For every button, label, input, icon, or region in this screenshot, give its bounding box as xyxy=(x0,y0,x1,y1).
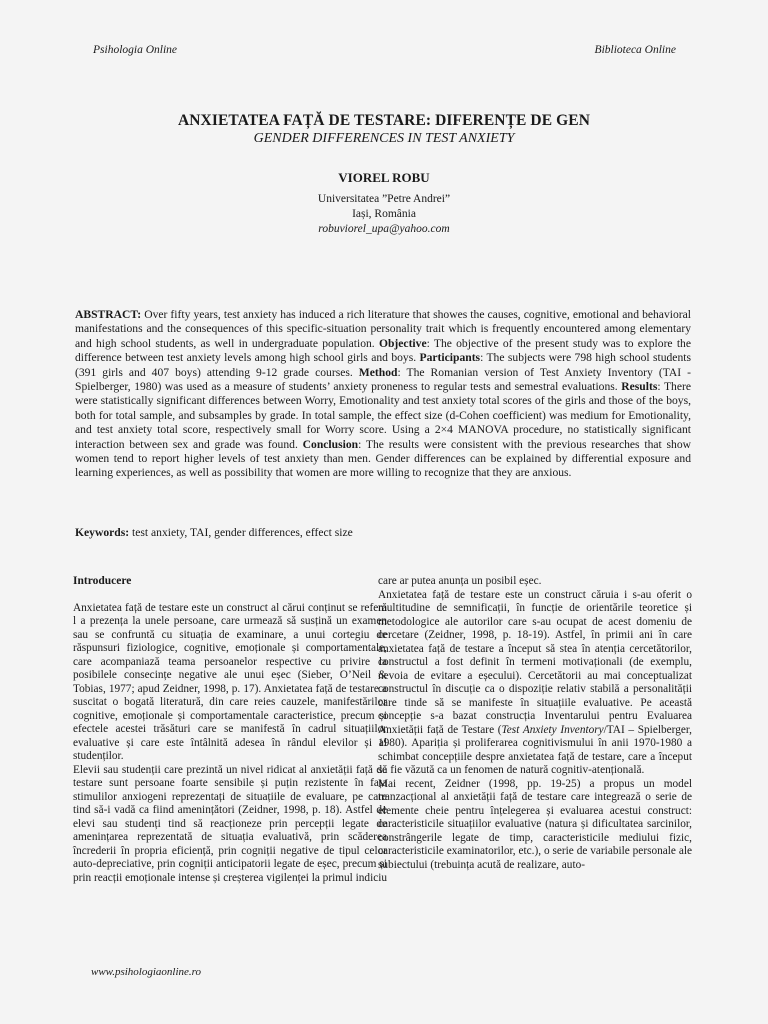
objective-text: : The objective of the present study was to explore the difference between test anxiety levels among high school girls and boys. xyxy=(75,336,691,365)
right-paragraph-1 xyxy=(378,589,692,778)
running-header xyxy=(93,44,676,56)
header-journal: Psihologia Online xyxy=(93,44,178,56)
results-text: : There were statistically significant differences between Worry, Emotionality and test anxiety total scores of the girls and those of the boys, both for total sample, and subsamples by grade. In total sample, the effect size (d-Cohen coefficient) was medium for Emotionality, and test anxiety total score, respectively small for Worry score. Using a 2×4 MANOVA procedure, no statistically significant interaction between sex and grade was found. xyxy=(75,380,691,451)
city: Iași, România xyxy=(352,208,416,220)
right-paragraph-0: care ar putea anunța un posibil eșec. xyxy=(378,575,542,587)
keywords-label: Keywords: xyxy=(75,526,130,539)
objective-label: Objective xyxy=(378,336,427,350)
method-text: : The Romanian version of Test Anxiety Inventory (TAI - Spielberger, 1980) was used as a measure of students’ anxiety proneness to regular tests and semestral evaluations. xyxy=(75,365,691,394)
footer-url[interactable]: www.psihologiaonline.ro xyxy=(91,966,202,978)
abstract xyxy=(75,308,691,481)
keywords xyxy=(75,526,691,539)
conclusion-text: : The results were consistent with the previous researches that show women tend to report higher levels of test anxiety than men. Gender differences can be explained by differential exposure and learning experiences, as well as possibility that women are more willing to recognize that they are anxious. xyxy=(75,437,691,480)
method-label: Method xyxy=(358,365,398,379)
participants-label: Participants xyxy=(419,351,481,365)
paper-subtitle: GENDER DIFFERENCES IN TEST ANXIETY xyxy=(253,131,515,146)
title-block xyxy=(0,112,768,147)
header-library: Biblioteca Online xyxy=(594,44,676,56)
university: Universitatea ”Petre Andrei” xyxy=(317,193,451,205)
author-email: robuviorel_upa@yahoo.com xyxy=(318,223,450,235)
right-p1-text: Anxietatea față de testare este un construct căruia i s-au oferit o multitudine de semnificații, în funcție de orientările teoretice și metodologice ale autorilor care s-au ocupat de acest domeniu de cercetare (Zeidner, 1998, p. 18-19). Astfel, în primii ani în care anxietatea față de testare a început să stea în atenția cercetătorilor, constructul a fost definit în termeni motivaționali (de exemplu, nevoia de evitare a eșecului). Cercetătorii au mai conceptualizat constructul în discuție ca o dispoziție relativ stabilă a personalității care tinde să se manifeste în situațiile evaluative. Pe această concepție s-a bazat construcția Inventarului pentru Evaluarea Anxietății față de Testare ( xyxy=(378,588,692,736)
right-column xyxy=(378,575,692,872)
participants-text: : The subjects were 798 high school students (391 girls and 407 boys) attending 9-12 grade courses. xyxy=(75,351,691,379)
intro-paragraph-2: Elevii sau studenții care prezintă un nivel ridicat al anxietății față de testare sunt persoane foarte sensibile și puțin rezistente în fața stimulilor anxiogeni reprezentați de situațiile de evaluare, pe care tind să-i vadă ca fiind amenințători (Zeidner, 1998, p. 18). Astfel de elevi sau studenți tind să reacționeze prin percepții legate de amenințarea reprezentată de situația evaluativă, prin scăderea încrederii în propria eficiență, prin cogniții negative de tipul celor auto-depreciative, prin cogniții anticipatorii legate de eșec, precum și prin reacții emoționale intense și creșterea vigilenței la primul indiciu xyxy=(73,763,388,884)
results-label: Results xyxy=(621,380,658,394)
author-name: VIOREL ROBU xyxy=(338,170,430,185)
abstract-intro: Over fifty years, test anxiety has induced a rich literature that showes the causes, cognitive, emotional and behavioral manifestations and the consequences of this specific-situation personality trait which is frequently encountered among elementary and high school students, as well in undergraduate population. xyxy=(75,308,691,350)
affiliation xyxy=(0,192,768,237)
keywords-text: test anxiety, TAI, gender differences, effect size xyxy=(129,526,353,539)
tai-title: Test Anxiety Inventory xyxy=(501,723,604,736)
abstract-label: ABSTRACT: xyxy=(75,308,142,321)
section-heading: Introducere xyxy=(73,575,132,587)
conclusion-label: Conclusion xyxy=(302,437,359,451)
paper-title: ANXIETATEA FAȚĂ DE TESTARE: DIFERENȚE DE GEN xyxy=(177,112,591,129)
left-column xyxy=(73,575,387,885)
right-p1-end: /TAI – Spielberger, 1980). Apariția și proliferarea cognitivismului în anii 1970-1980 a schimbat concepțiile despre anxietatea față de testare, care a început să fie văzută ca un fenomen de natură cognitiv-atențională. xyxy=(378,723,692,776)
intro-paragraph-1: Anxietatea față de testare este un construct al cărui conținut se referă l a prezența la unele persoane, care urmează să susțină un examen sau se confruntă cu situația de examinare, a unui cortegiu de răspunsuri fiziologice, cognitive, emoționale și comportamentale, care acompaniază teama persoanelor respective cu privire la posibilele consecințe negative ale unui eșec (Sieber, O’Neil & Tobias, 1977; apud Zeidner, 1998, p. 17). Anxietatea față de testare a suscitat o bogată literatură, din care reies cauzele, manifestărilor cognitive, emoționale și comportamentale caracteristice, precum și efectele acestei trăsături care se manifestă în cadrul situațiilor evaluative și care este întâlnită adesea în rândul elevilor și al studenților. xyxy=(73,601,387,762)
right-paragraph-2: Mai recent, Zeidner (1998, pp. 19-25) a propus un model tranzacțional al anxietății față de testare care integrează o serie de elemente cheie pentru înțelegerea și evaluarea acestui construct: caracteristicile situațiilor evaluative (natura și dificultatea sarcinilor, constrângerile legate de timp, caracteristicile mediului fizic, caracteristicile examinatorilor, etc.), o serie de variabile personale ale subiectului (trebuința acută de realizare, auto- xyxy=(378,777,692,871)
